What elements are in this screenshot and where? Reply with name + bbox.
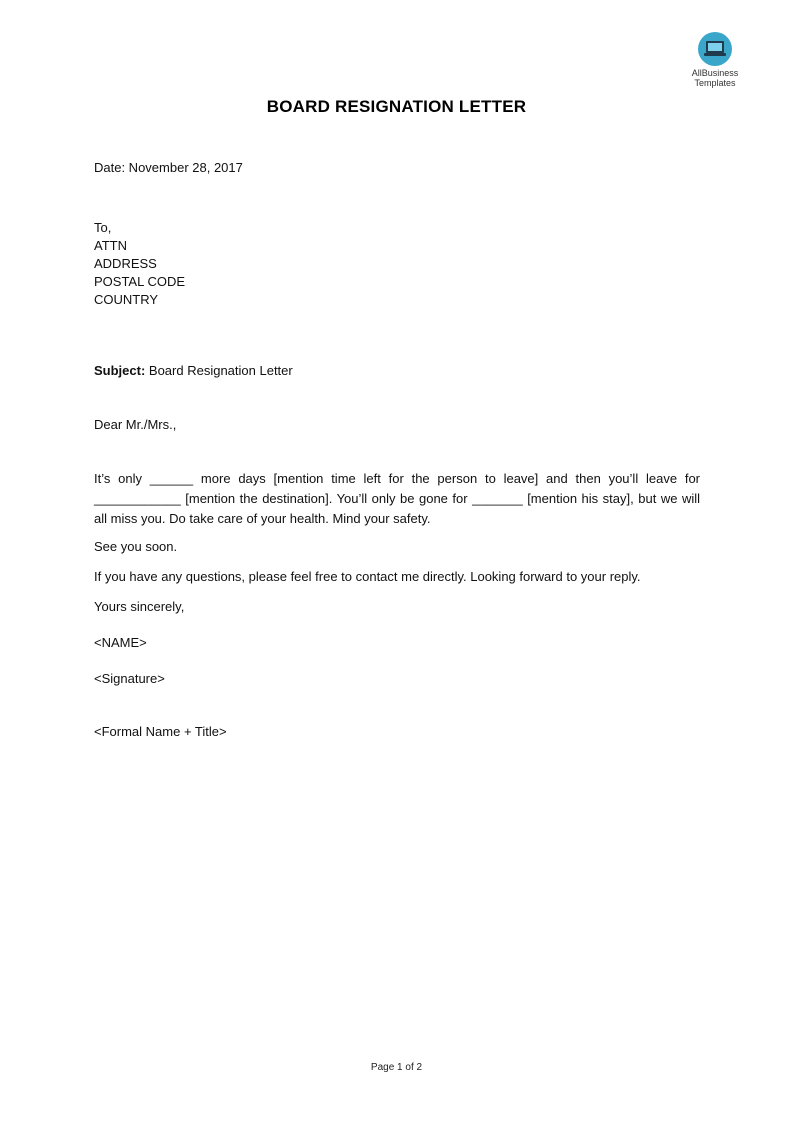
greeting: Dear Mr./Mrs., [94,417,177,432]
address-postal: POSTAL CODE [94,274,186,289]
address-street: ADDRESS [94,256,157,271]
see-you-line: See you soon. [94,539,178,554]
date-line: Date: November 28, 2017 [94,160,243,175]
page-footer: Page 1 of 2 [370,1062,423,1073]
logo-text-line1: AllBusiness [691,68,739,78]
address-attn: ATTN [94,238,127,253]
subject-line [94,362,293,380]
laptop-icon [698,32,732,66]
company-logo [684,32,746,88]
address-to: To, [94,220,112,235]
subject-text: Board Resignation Letter [145,363,293,378]
closing-line: Yours sincerely, [94,599,185,614]
subject-label: Subject: [94,363,146,378]
formal-name-placeholder: <Formal Name + Title> [94,724,227,739]
signature-placeholder: <Signature> [94,671,165,686]
body-paragraph: It’s only ______ more days [mention time left for the person to leave] and then you’ll leave for ____________ [mention the destination]. You’ll only be gone for _______ [mention his stay], but we will all miss you. Do take care of your health. Mind your safety. [94,471,700,526]
questions-line: If you have any questions, please feel free to contact me directly. Looking forward to your reply. [94,569,641,584]
address-country: COUNTRY [94,292,159,307]
name-placeholder: <NAME> [94,635,147,650]
document-title: BOARD RESIGNATION LETTER [266,97,527,116]
logo-text-line2: Templates [694,78,736,88]
